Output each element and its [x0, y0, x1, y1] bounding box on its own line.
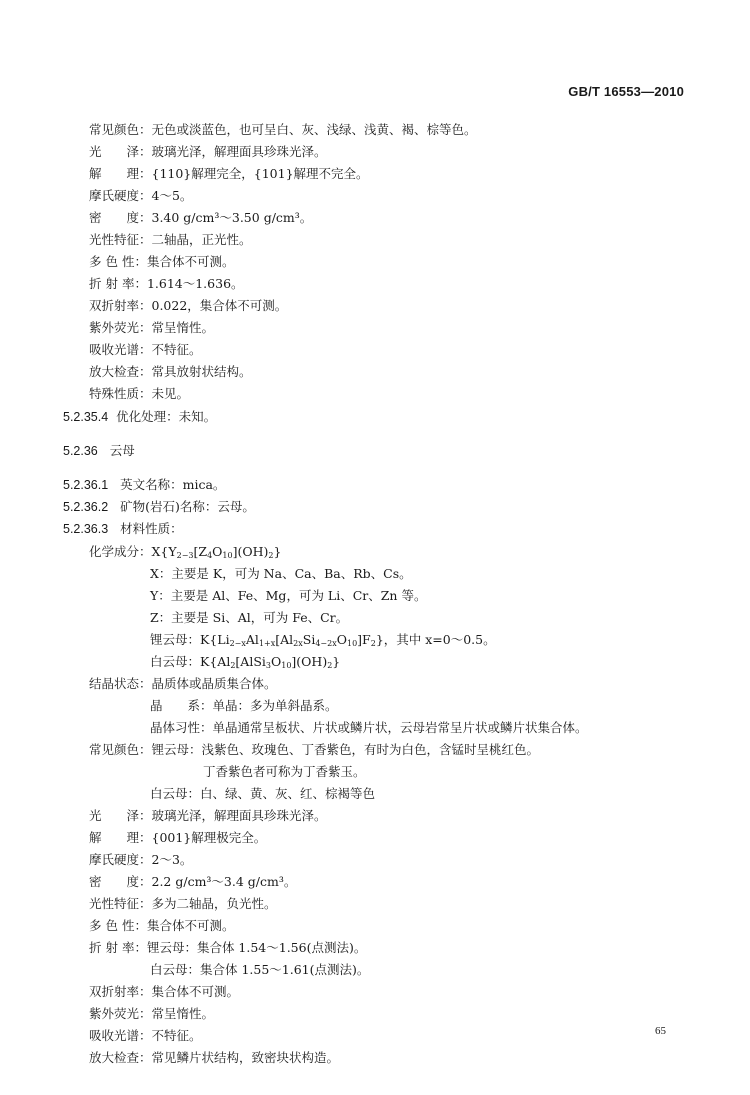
page-number: 65	[655, 1025, 666, 1037]
chem-y: Y：主要是 Al、Fe、Mg，可为 Li、Cr、Zn 等。	[150, 588, 427, 603]
prop-cleavage: 解 理：{110}解理完全，{101}解理不完全。	[89, 166, 369, 181]
clause-5-2-36-2: 5.2.36.2 矿物(岩石)名称：云母。	[63, 499, 255, 514]
mica-magnification: 放大检查：常见鳞片状结构，致密块状构造。	[89, 1050, 340, 1065]
mica-optical: 光性特征：多为二轴晶，负光性。	[89, 896, 277, 911]
standard-id: GB/T 16553—2010	[568, 84, 684, 99]
color-muscovite: 白云母：白、绿、黄、灰、红、棕褐等色	[150, 786, 376, 801]
chem-x: X：主要是 K，可为 Na、Ca、Ba、Rb、Cs。	[150, 566, 412, 581]
mica-luster: 光 泽：玻璃光泽，解理面具珍珠光泽。	[89, 808, 327, 823]
color-lepidolite: 常见颜色：锂云母：浅紫色、玫瑰色、丁香紫色，有时为白色，含锰时呈桃红色。	[89, 742, 540, 757]
mica-pleochroism: 多 色 性：集合体不可测。	[89, 918, 235, 933]
mica-ri-lepidolite: 折 射 率：锂云母：集合体 1.54～1.56(点测法)。	[89, 940, 367, 955]
section-heading-mica: 5.2.36 云母	[63, 443, 135, 458]
mica-absorption: 吸收光谱：不特征。	[89, 1028, 202, 1043]
chem-formula: 化学成分：$X\{Y_{2-3}[Z_4O_{10}](OH)_2\}$	[89, 544, 282, 560]
prop-special: 特殊性质：未见。	[89, 386, 190, 401]
prop-density: 密 度：3.40 g/cm³～3.50 g/cm³。	[89, 210, 313, 225]
mica-density: 密 度：2.2 g/cm³～3.4 g/cm³。	[89, 874, 297, 889]
prop-birefringence: 双折射率：0.022，集合体不可测。	[89, 298, 288, 313]
mica-hardness: 摩氏硬度：2～3。	[89, 852, 193, 867]
crystal-state: 结晶状态：晶质体或晶质集合体。	[89, 676, 277, 691]
prop-pleochroism: 多 色 性：集合体不可测。	[89, 254, 235, 269]
mica-birefringence: 双折射率：集合体不可测。	[89, 984, 240, 999]
chem-z: Z：主要是 Si、Al，可为 Fe、Cr。	[150, 610, 349, 625]
clause-5-2-36-3: 5.2.36.3 材料性质：	[63, 521, 183, 536]
prop-luster: 光 泽：玻璃光泽，解理面具珍珠光泽。	[89, 144, 327, 159]
chem-muscovite: 白云母：$K\{Al_2[AlSi_3O_{10}](OH)_2\}$	[150, 654, 341, 670]
mica-ri-muscovite: 白云母：集合体 1.55～1.61(点测法)。	[150, 962, 370, 977]
color-lilac-note: 丁香紫色者可称为丁香紫玉。	[203, 764, 366, 779]
chem-lepidolite: 锂云母：$K\{Li_{2-x}Al_{1+x}[Al_{2x}Si_{4-2x}O_{10}]F_2\}$，其中 x=0～0.5。	[150, 632, 496, 648]
mica-cleavage: 解 理：{001}解理极完全。	[89, 830, 267, 845]
clause-5-2-35-4: 5.2.35.4 优化处理：未知。	[63, 409, 217, 424]
prop-color: 常见颜色：无色或淡蓝色，也可呈白、灰、浅绿、浅黄、褐、棕等色。	[89, 122, 477, 137]
prop-ri: 折 射 率：1.614～1.636。	[89, 276, 244, 291]
prop-absorption: 吸收光谱：不特征。	[89, 342, 202, 357]
clause-5-2-36-1: 5.2.36.1 英文名称：mica。	[63, 477, 226, 492]
prop-hardness: 摩氏硬度：4～5。	[89, 188, 193, 203]
crystal-system: 晶 系：单晶：多为单斜晶系。	[150, 698, 338, 713]
prop-magnification: 放大检查：常具放射状结构。	[89, 364, 252, 379]
prop-uv: 紫外荧光：常呈惰性。	[89, 320, 215, 335]
prop-optical: 光性特征：二轴晶，正光性。	[89, 232, 252, 247]
crystal-habit: 晶体习性：单晶通常呈板状、片状或鳞片状，云母岩常呈片状或鳞片状集合体。	[150, 720, 588, 735]
mica-uv: 紫外荧光：常呈惰性。	[89, 1006, 215, 1021]
